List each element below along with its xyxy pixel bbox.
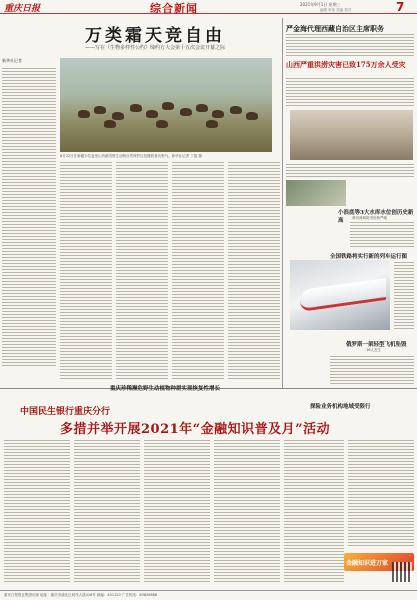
- main-headline: 万类霜天竞自由: [85, 26, 225, 46]
- right-story-4-body: [394, 262, 414, 332]
- main-story-body-col3: [116, 162, 168, 382]
- advert-kicker: 中国民生银行重庆分行: [20, 407, 111, 417]
- right-story-2-body-cont: [286, 164, 414, 178]
- qr-code-icon: [392, 562, 412, 582]
- reporter-byline: 新华社记者: [2, 58, 22, 63]
- edition-date: 2021年9月1日 星期三: [300, 2, 341, 7]
- right-story-5-body: [330, 356, 414, 386]
- right-story-1-body: [286, 34, 414, 58]
- right-story-2-body: [286, 78, 414, 108]
- section-title: 综合新闻: [150, 2, 198, 15]
- main-story-body-col5: [228, 162, 280, 382]
- reservoir-photo: [286, 180, 346, 206]
- flood-photo: [290, 110, 413, 160]
- train-photo: [290, 260, 390, 330]
- right-story-6-title: 探险业务机构地域受限行: [310, 404, 371, 410]
- right-story-2-title: 山西严重洪涝灾害已致175万余人受灾: [286, 60, 406, 69]
- right-story-3-title: 小浪底等3大水库水位创历史新高: [338, 210, 414, 224]
- editor-info: 编辑 审读 美编 校对: [320, 8, 352, 12]
- newspaper-brand: 重庆日报: [4, 4, 41, 14]
- main-story-body-col1: [2, 68, 56, 368]
- main-story-body-col2: [60, 162, 112, 382]
- advert-banner-text: 金融知识进万家: [346, 560, 389, 567]
- advert-body-col1: [4, 440, 70, 586]
- column-divider: [282, 18, 283, 388]
- lower-story-title: 重庆珍稀濒危野生动植物种群实现恢复性增长: [110, 386, 221, 392]
- right-story-3-body: [350, 222, 414, 250]
- advert-headline: 多措并举开展2021年“金融知识普及月”活动: [60, 422, 331, 437]
- page-number: 7: [396, 0, 405, 14]
- right-story-5-title: 俄罗斯一架轻型飞机坠毁: [346, 342, 407, 348]
- advert-body-col2: [74, 440, 140, 586]
- main-story-body-col4: [172, 162, 224, 382]
- photo-caption: 8月22日在新疆卡拉麦里山有蹄类野生动物自然保护区拍摄的普氏野马。新华社记者 丁磊 摄: [60, 154, 202, 158]
- right-story-5-subtitle: 16人丧生: [366, 348, 381, 352]
- main-subheadline: ——写在《生物多样性公约》缔约方大会第十五次会议开幕之际: [84, 45, 225, 51]
- page-footer: 重庆日报报业集团出版 地址：重庆市渝北区同茂大道416号 邮编：401120 广告热线：63826888: [0, 590, 417, 600]
- right-story-1-title: 严金海代理西藏自治区主席职务: [286, 24, 384, 33]
- advert-body-col4: [214, 440, 280, 586]
- right-story-3-subtitle: 黄河流域防汛形势严峻: [352, 216, 387, 220]
- advert-body-col5: [284, 440, 344, 586]
- horses-photo: [60, 58, 272, 152]
- advert-body-col6: [348, 440, 414, 550]
- masthead: [0, 0, 417, 14]
- right-story-4-title: 全国铁路将实行新的列车运行图: [330, 254, 408, 260]
- advert-body-col3: [144, 440, 210, 586]
